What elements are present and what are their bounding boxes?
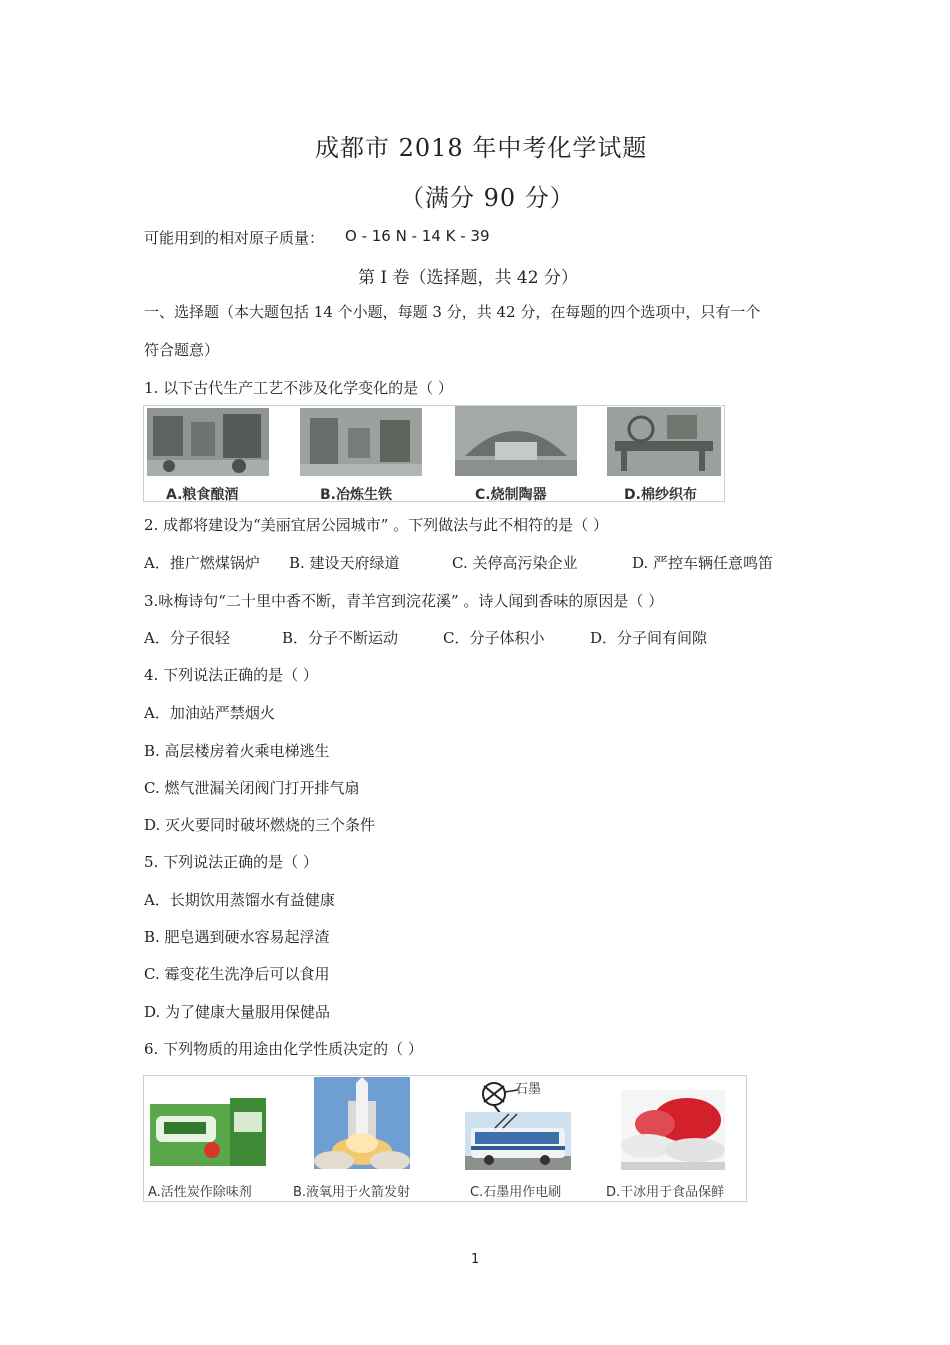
q3-stem: 3.咏梅诗句“二十里中香不断，青羊宫到浣花溪” 。诗人闻到香味的原因是（ ）	[144, 592, 664, 610]
atomic-mass-values: O - 16 N - 14 K - 39	[345, 227, 490, 245]
page-number: 1	[471, 1252, 480, 1267]
q1-caption-d: D.棉纱织布	[624, 487, 697, 503]
exam-title: 成都市 2018 年中考化学试题	[315, 134, 648, 162]
q4-option-a: A．加油站严禁烟火	[144, 704, 275, 722]
q1-image-c	[455, 406, 577, 476]
q5-option-b: B. 肥皂遇到硬水容易起浮渣	[144, 928, 330, 946]
q3-option-b: B．分子不断运动	[282, 629, 399, 647]
q2-option-b: B. 建设天府绿道	[289, 554, 400, 572]
q4-option-c: C. 燃气泄漏关闭阀门打开排气扇	[144, 779, 360, 797]
q4-stem: 4. 下列说法正确的是（ ）	[144, 666, 318, 684]
q6-caption-d: D.干冰用于食品保鲜	[606, 1185, 725, 1200]
q6-caption-b: B.液氧用于火箭发射	[293, 1185, 411, 1200]
q1-caption-a: A.粮食酿酒	[166, 487, 239, 503]
q3-option-c: C．分子体积小	[443, 629, 545, 647]
q5-option-c: C. 霉变花生洗净后可以食用	[144, 965, 330, 983]
q6-image-b	[314, 1077, 410, 1169]
q5-option-d: D. 为了健康大量服用保健品	[144, 1003, 331, 1021]
q1-image-row	[143, 405, 725, 502]
q2-option-a: A．推广燃煤锅炉	[144, 554, 260, 572]
q3-option-a: A．分子很轻	[144, 629, 230, 647]
q6-caption-c: C.石墨用作电刷	[470, 1185, 562, 1200]
q6-graphite-label: 石墨	[515, 1082, 542, 1097]
q2-option-c: C. 关停高污染企业	[452, 554, 578, 572]
q4-option-d: D. 灭火要同时破坏燃烧的三个条件	[144, 816, 376, 834]
q1-image-d	[607, 407, 721, 476]
q1-caption-b: B.冶炼生铁	[320, 487, 392, 503]
section-instruction-line2: 符合题意）	[144, 341, 220, 359]
q1-image-a	[147, 408, 269, 476]
q4-option-b: B. 高层楼房着火乘电梯逃生	[144, 742, 330, 760]
exam-subtitle: （满分 90 分）	[400, 184, 575, 212]
q6-image-c	[465, 1112, 571, 1170]
q1-stem: 1. 以下古代生产工艺不涉及化学变化的是（ ）	[144, 379, 453, 397]
section-instruction-line1: 一、选择题（本大题包括 14 个小题，每题 3 分，共 42 分，在每题的四个选项中，只有一个	[144, 303, 761, 321]
q1-image-b	[300, 408, 422, 476]
q5-stem: 5. 下列说法正确的是（ ）	[144, 853, 318, 871]
atomic-mass-label: 可能用到的相对原子质量：	[144, 229, 325, 247]
q5-option-a: A．长期饮用蒸馏水有益健康	[144, 891, 335, 909]
q1-caption-c: C.烧制陶器	[475, 487, 547, 503]
q2-stem: 2. 成都将建设为“美丽宜居公园城市” 。下列做法与此不相符的是（ ）	[144, 516, 608, 534]
q6-image-d	[621, 1090, 725, 1170]
q6-caption-a: A.活性炭作除味剂	[148, 1185, 252, 1200]
q3-option-d: D．分子间有间隙	[590, 629, 708, 647]
section-title: 第 I 卷（选择题，共 42 分）	[358, 268, 578, 288]
q6-graphite-brush-icon	[478, 1080, 518, 1114]
q6-stem: 6. 下列物质的用途由化学性质决定的（ ）	[144, 1040, 423, 1058]
q6-image-row	[143, 1075, 747, 1202]
q2-option-d: D. 严控车辆任意鸣笛	[632, 554, 774, 572]
q6-image-a	[146, 1094, 270, 1170]
